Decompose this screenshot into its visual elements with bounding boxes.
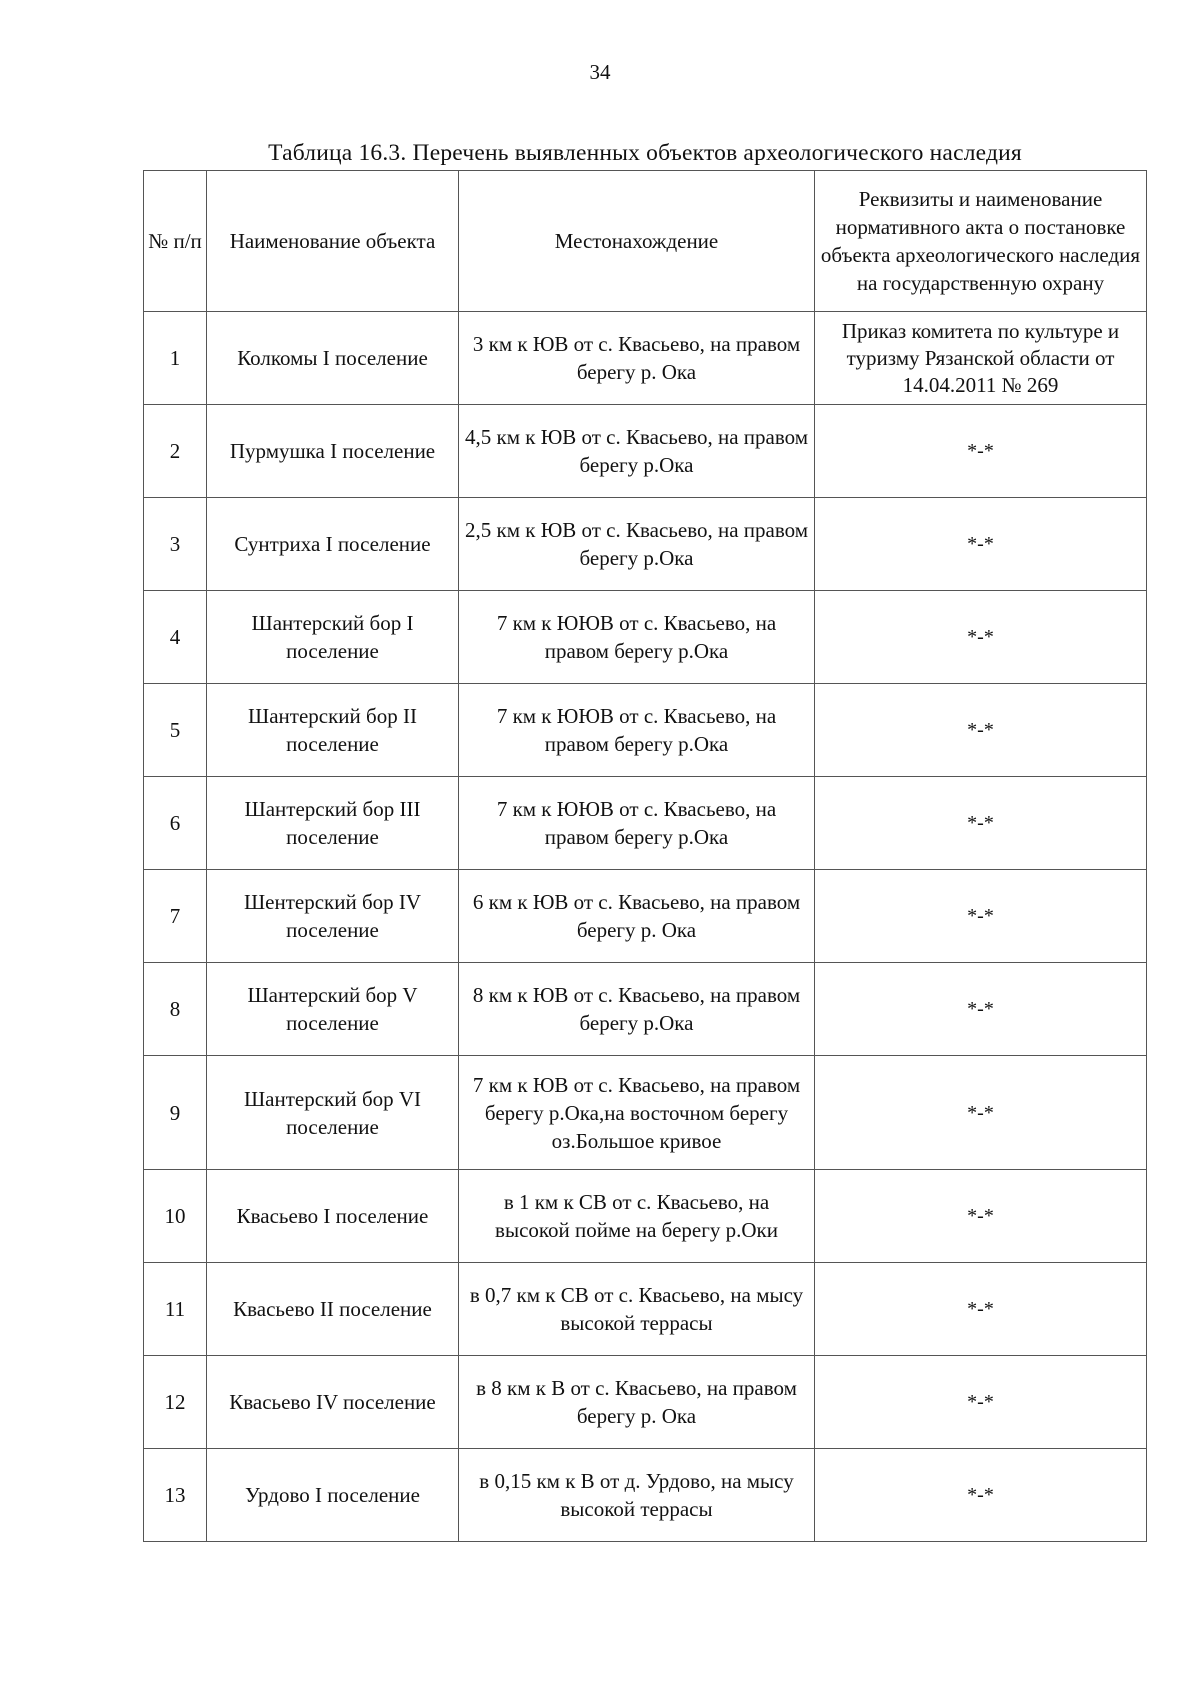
table-row	[144, 777, 1147, 870]
header-name: Наименование объекта	[207, 171, 459, 312]
table-row	[144, 1356, 1147, 1449]
table-row	[144, 1056, 1147, 1170]
cell-num: 8	[144, 963, 207, 1056]
cell-requisites: *-*	[815, 1449, 1147, 1542]
cell-requisites: *-*	[815, 777, 1147, 870]
cell-location: 8 км к ЮВ от с. Квасьево, на правом берегу р.Ока	[459, 963, 815, 1056]
cell-requisites: *-*	[815, 1170, 1147, 1263]
cell-num: 13	[144, 1449, 207, 1542]
table-row	[144, 591, 1147, 684]
header-requisites: Реквизиты и наименование нормативного акта о постановке объекта археологического наследия на государственную охрану	[815, 171, 1147, 312]
cell-name: Квасьево I поселение	[207, 1170, 459, 1263]
cell-requisites: *-*	[815, 1056, 1147, 1170]
cell-name: Шантерский бор VI поселение	[207, 1056, 459, 1170]
table-row	[144, 1263, 1147, 1356]
cell-location: 4,5 км к ЮВ от с. Квасьево, на правом берегу р.Ока	[459, 405, 815, 498]
cell-requisites: *-*	[815, 963, 1147, 1056]
header-num: № п/п	[144, 171, 207, 312]
cell-location: 3 км к ЮВ от с. Квасьево, на правом берегу р. Ока	[459, 312, 815, 405]
cell-location: в 1 км к СВ от с. Квасьево, на высокой пойме на берегу р.Оки	[459, 1170, 815, 1263]
cell-num: 3	[144, 498, 207, 591]
cell-location: 7 км к ЮВ от с. Квасьево, на правом берегу р.Ока,на восточном берегу оз.Большое кривое	[459, 1056, 815, 1170]
cell-name: Колкомы I поселение	[207, 312, 459, 405]
table-row	[144, 405, 1147, 498]
heritage-objects-table	[143, 170, 1147, 1542]
table-header-row	[144, 171, 1147, 312]
cell-num: 2	[144, 405, 207, 498]
cell-name: Шантерский бор II поселение	[207, 684, 459, 777]
cell-requisites: *-*	[815, 1356, 1147, 1449]
table-row	[144, 1449, 1147, 1542]
cell-name: Урдово I поселение	[207, 1449, 459, 1542]
cell-num: 7	[144, 870, 207, 963]
cell-location: 7 км к ЮЮВ от с. Квасьево, на правом берегу р.Ока	[459, 777, 815, 870]
cell-requisites: *-*	[815, 405, 1147, 498]
cell-location: 2,5 км к ЮВ от с. Квасьево, на правом берегу р.Ока	[459, 498, 815, 591]
cell-name: Квасьево IV поселение	[207, 1356, 459, 1449]
cell-num: 12	[144, 1356, 207, 1449]
cell-name: Шантерский бор III поселение	[207, 777, 459, 870]
table-row	[144, 684, 1147, 777]
cell-num: 6	[144, 777, 207, 870]
table-row	[144, 1170, 1147, 1263]
header-location: Местонахождение	[459, 171, 815, 312]
cell-num: 9	[144, 1056, 207, 1170]
cell-num: 1	[144, 312, 207, 405]
table-row	[144, 312, 1147, 405]
cell-name: Квасьево II поселение	[207, 1263, 459, 1356]
cell-name: Пурмушка I поселение	[207, 405, 459, 498]
cell-num: 4	[144, 591, 207, 684]
cell-location: в 0,7 км к СВ от с. Квасьево, на мысу высокой террасы	[459, 1263, 815, 1356]
cell-requisites: *-*	[815, 870, 1147, 963]
cell-requisites: *-*	[815, 498, 1147, 591]
cell-name: Шантерский бор I поселение	[207, 591, 459, 684]
cell-num: 11	[144, 1263, 207, 1356]
cell-requisites: *-*	[815, 1263, 1147, 1356]
page-number: 34	[589, 60, 611, 84]
cell-location: в 0,15 км к В от д. Урдово, на мысу высокой террасы	[459, 1449, 815, 1542]
cell-location: 7 км к ЮЮВ от с. Квасьево, на правом берегу р.Ока	[459, 591, 815, 684]
cell-name: Сунтриха I поселение	[207, 498, 459, 591]
cell-requisites: *-*	[815, 591, 1147, 684]
cell-name: Шантерский бор V поселение	[207, 963, 459, 1056]
cell-requisites: Приказ комитета по культуре и туризму Рязанской области от 14.04.2011 № 269	[815, 312, 1147, 405]
cell-num: 5	[144, 684, 207, 777]
table-row	[144, 870, 1147, 963]
table-row	[144, 498, 1147, 591]
cell-location: 6 км к ЮВ от с. Квасьево, на правом берегу р. Ока	[459, 870, 815, 963]
table-row	[144, 963, 1147, 1056]
cell-name: Шентерский бор IV поселение	[207, 870, 459, 963]
cell-location: 7 км к ЮЮВ от с. Квасьево, на правом берегу р.Ока	[459, 684, 815, 777]
cell-location: в 8 км к В от с. Квасьево, на правом берегу р. Ока	[459, 1356, 815, 1449]
cell-requisites: *-*	[815, 684, 1147, 777]
cell-num: 10	[144, 1170, 207, 1263]
table-caption: Таблица 16.3. Перечень выявленных объектов археологического наследия	[268, 140, 1022, 166]
